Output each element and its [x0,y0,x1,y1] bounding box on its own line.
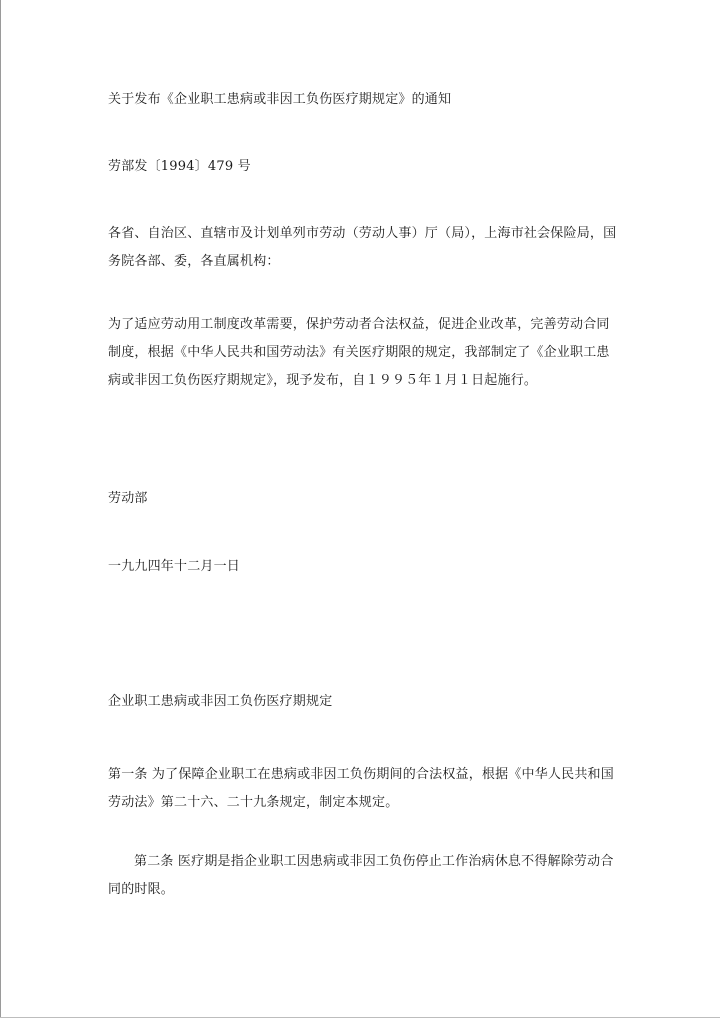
intro-paragraph: 为了适应劳动用工制度改革需要，保护劳动者合法权益，促进企业改革，完善劳动合同制度，根据《中华人民共和国劳动法》有关医疗期限的规定，我部制定了《企业职工患病或非因工负伤医疗期规定》，现予发布，自１９９５年１月１日起施行。 [108,317,610,388]
issue-date: 一九九四年十二月一日 [108,559,241,574]
regulation-title: 企业职工患病或非因工负伤医疗期规定 [108,694,333,709]
notice-title: 关于发布《企业职工患病或非因工负伤医疗期规定》的通知 [108,92,452,107]
document-number: 劳部发〔1994〕479 号 [108,159,251,174]
article-1: 第一条 为了保障企业职工在患病或非因工负伤期间的合法权益，根据《中华人民共和国劳动法》第二十六、二十九条规定，制定本规定。 [108,767,614,810]
issuer-name: 劳动部 [108,491,148,506]
addressees-paragraph: 各省、自治区、直辖市及计划单列市劳动（劳动人事）厅（局），上海市社会保险局，国务院各部、委，各直属机构： [108,226,617,269]
article-2: 第二条 医疗期是指企业职工因患病或非因工负伤停止工作治病休息不得解除劳动合同的时限。 [108,854,614,897]
